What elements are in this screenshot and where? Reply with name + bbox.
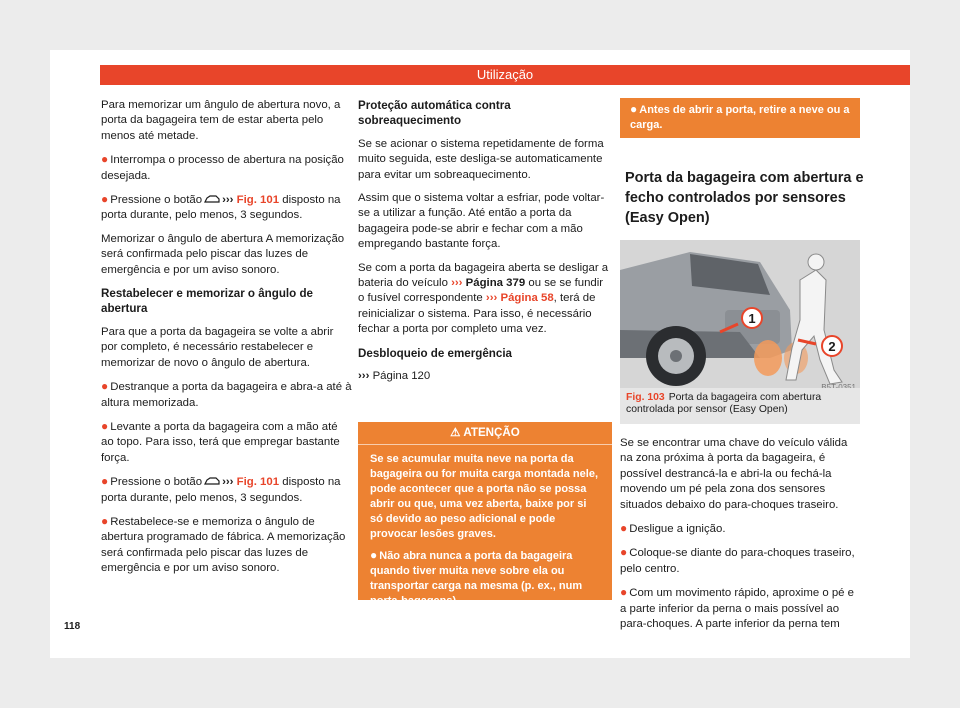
column-left <box>101 98 353 585</box>
tip-box: ● Antes de abrir a porta, retire a neve ou a carga. <box>620 98 860 138</box>
bullet-icon: ● <box>620 521 628 536</box>
paragraph: Para memorizar um ângulo de abertura novo, a porta da bagageira tem de estar aberta pelo menos até metade. <box>101 99 341 142</box>
bullet-item: ● Não abra nunca a porta da bagageira quando tiver muita neve sobre ela ou transportar carga na mesma (p. ex., num porta-bagagens). <box>370 548 583 607</box>
bullet-icon: ● <box>101 474 109 489</box>
reference-arrow-icon: ››› <box>358 370 370 383</box>
page-link[interactable]: Página 120 <box>372 370 431 383</box>
subheading: Restabelecer e memorizar o ângulo de abertura <box>101 287 313 316</box>
section-title: Porta da bagageira com abertura e fecho controlados por sensores (Easy Open) <box>625 170 864 226</box>
paragraph: Memorizar o ângulo de abertura A memorização será confirmada pelo piscar das luzes de emergência e por um aviso sonoro. <box>101 232 345 276</box>
bullet-icon: ● <box>630 102 638 116</box>
bullet-item: ● Levante a porta da bagageira com a mão até ao topo. Para isso, terá que empregar bastante força. <box>101 418 340 464</box>
figure-link[interactable]: Fig. 101 <box>236 476 280 489</box>
section-header: Utilização <box>100 65 910 85</box>
page-link[interactable]: Página 58 <box>500 292 554 305</box>
figure-number: Fig. 103 <box>626 392 665 403</box>
car-rear-sensor-illustration <box>620 240 860 396</box>
callout-1: 1 <box>748 311 756 326</box>
bullet-icon: ● <box>101 379 109 394</box>
bullet-item: ● Destranque a porta da bagageira e abra-a até à altura memorizada. <box>101 379 352 409</box>
manual-page <box>50 50 910 658</box>
bullet-icon: ● <box>101 192 109 207</box>
column-right-text <box>620 436 860 640</box>
warning-text: Se se acumular muita neve na porta da bagageira ou for muita carga montada nele, pode acontecer que a porta não se possa abrir ou que, uma vez aberta, baixe por si só devido ao peso adicional e pode provocar lesões graves. <box>370 453 598 540</box>
reference-arrow-icon: ››› <box>451 277 463 290</box>
figure-link[interactable]: Fig. 101 <box>236 194 280 207</box>
warning-triangle-icon: ⚠ <box>450 426 461 439</box>
reference-arrow-icon: ››› <box>222 194 234 207</box>
paragraph: Para que a porta da bagageira se volte a abrir por completo, é necessário restabelecer e memorizar de novo o ângulo de abertura. <box>101 325 334 369</box>
paragraph <box>358 369 610 384</box>
bullet-icon: ● <box>101 152 109 167</box>
bullet-item: ● Com um movimento rápido, aproxime o pé e a parte inferior da perna o mais possível ao para-choques. A parte inferior da perna tem <box>620 585 854 631</box>
paragraph: Se se acionar o sistema repetidamente de forma muito seguida, este desliga-se automaticamente para evitar um sobreaquecimento. <box>358 137 604 181</box>
subheading: Desbloqueio de emergência <box>358 346 512 360</box>
callout-2: 2 <box>828 339 836 354</box>
bullet-icon: ● <box>101 513 109 528</box>
bullet-item: ● Coloque-se diante do para-choques traseiro, pelo centro. <box>620 545 855 575</box>
bullet-item: ● Pressione o botão ››› Fig. 101 disposto na porta durante, pelo menos, 3 segundos. <box>101 474 341 504</box>
warning-header: ⚠ ATENÇÃO <box>358 422 612 445</box>
bullet-item: ● Pressione o botão ››› Fig. 101 disposto na porta durante, pelo menos, 3 segundos. <box>101 192 341 222</box>
bullet-item: ● Interrompa o processo de abertura na posição desejada. <box>101 152 344 182</box>
paragraph: Se com a porta da bagageira aberta se desligar a bateria do veículo ››› Página 379 ou se se fundir o fusível correspondente ››› Página 58, terá de reinicializar o sistema. Para isso, é necessário fechar a porta por completo uma vez. <box>358 261 609 336</box>
bullet-icon: ● <box>620 585 628 600</box>
subheading: Proteção automática contra sobreaquecimento <box>358 99 511 128</box>
tailgate-button-icon <box>204 477 220 486</box>
page-number: 118 <box>64 621 81 632</box>
bullet-icon: ● <box>101 418 109 433</box>
reference-arrow-icon: ››› <box>222 476 234 489</box>
figure-caption: Fig. 103 Porta da bagageira com abertura controlada por sensor (Easy Open) <box>620 388 860 424</box>
paragraph: Se se encontrar uma chave do veículo válida na zona próxima à porta da bagageira, é possível destrancá-la e abri-la ou fechá-la movendo um pé pela zona dos sensores situados debaixo do para-choques traseiro. <box>620 437 848 511</box>
bullet-icon: ● <box>370 548 378 562</box>
page-link[interactable]: Página 379 <box>465 277 526 290</box>
paragraph: Assim que o sistema voltar a esfriar, pode voltar-se a utilizar a função. Até então a porta da bagageira pode-se abrir e fechar com a mão empregando bastante força. <box>358 192 605 251</box>
warning-box <box>358 422 612 607</box>
reference-arrow-icon: ››› <box>485 292 498 305</box>
figure-image <box>620 240 860 396</box>
tailgate-button-icon <box>204 195 220 204</box>
warning-body <box>358 445 612 609</box>
bullet-item: ● Restabelece-se e memoriza o ângulo de abertura programado de fábrica. A memorização será confirmada pelo piscar das luzes de emergência e por um aviso sonoro. <box>101 513 346 575</box>
bullet-icon: ● <box>620 545 628 560</box>
bullet-item: ● Desligue a ignição. <box>620 521 726 536</box>
column-middle <box>358 98 610 393</box>
